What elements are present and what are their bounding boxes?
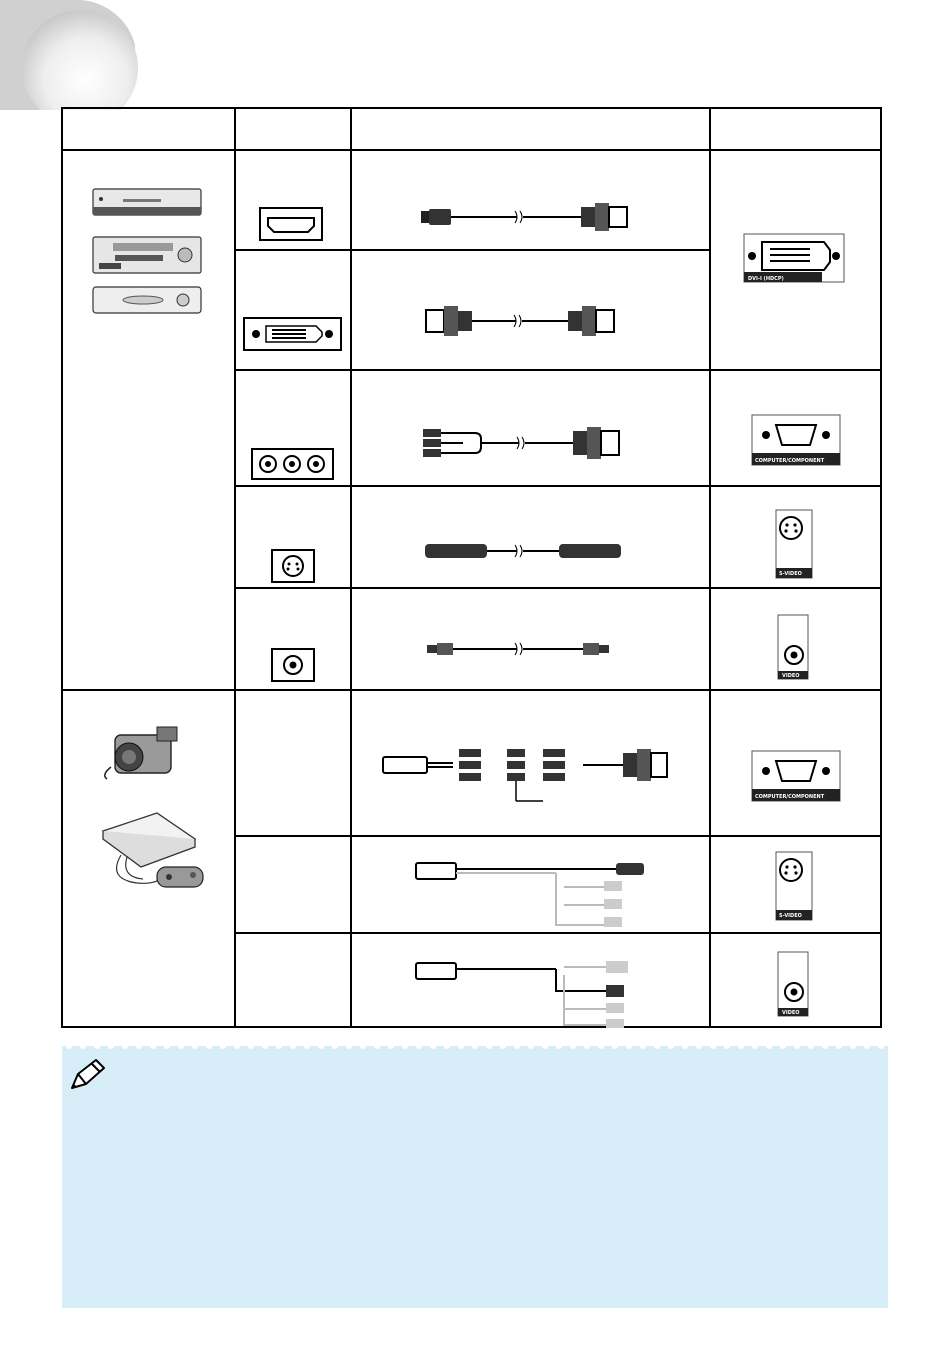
connection-table bbox=[61, 107, 882, 1028]
computer-component-label-2: COMPUTER/COMPONENT bbox=[755, 794, 825, 800]
pencil-note-icon bbox=[68, 1058, 108, 1094]
hdmi-dvi-cable-icon bbox=[421, 203, 627, 231]
set-top-box-icon bbox=[93, 287, 201, 313]
section-corner-icon bbox=[0, 0, 140, 110]
svideo-terminal-icon bbox=[272, 550, 314, 582]
note-border-dots bbox=[62, 1042, 888, 1050]
dvi-dvi-cable-icon bbox=[426, 306, 614, 336]
component-vga-cable-icon bbox=[423, 427, 619, 459]
vcr-icon bbox=[93, 237, 201, 273]
video-projector-terminal-icon-2 bbox=[778, 952, 808, 1016]
av-video-cable-icon bbox=[416, 961, 628, 1028]
av-adapter-cable-icon bbox=[383, 749, 667, 801]
computer-component-label: COMPUTER/COMPONENT bbox=[755, 458, 825, 464]
video-label-2: VIDEO bbox=[782, 1010, 800, 1016]
hdmi-terminal-icon bbox=[260, 208, 322, 240]
dvi-i-hdcp-terminal-icon bbox=[744, 234, 844, 282]
video-projector-terminal-icon bbox=[778, 615, 808, 679]
game-console-icon bbox=[103, 813, 203, 887]
video-cable-icon bbox=[427, 643, 609, 655]
video-label: VIDEO bbox=[782, 673, 800, 679]
svideo-projector-terminal-icon-2 bbox=[776, 852, 812, 920]
svideo-cable-icon bbox=[425, 544, 621, 558]
dvi-terminal-icon bbox=[244, 318, 341, 350]
dvd-player-icon bbox=[93, 189, 201, 215]
svideo-label: S-VIDEO bbox=[779, 571, 802, 577]
computer-component-terminal-icon bbox=[752, 415, 840, 465]
video-terminal-icon bbox=[272, 649, 314, 681]
dvi-i-hdcp-label: DVI-I (HDCP) bbox=[748, 276, 784, 282]
note-box bbox=[62, 1046, 888, 1308]
camcorder-icon bbox=[105, 727, 177, 779]
av-svideo-cable-icon bbox=[416, 863, 644, 927]
component-terminal-icon bbox=[252, 449, 333, 479]
svideo-projector-terminal-icon bbox=[776, 510, 812, 578]
computer-component-terminal-icon-2 bbox=[752, 751, 840, 801]
svideo-label-2: S-VIDEO bbox=[779, 913, 802, 919]
